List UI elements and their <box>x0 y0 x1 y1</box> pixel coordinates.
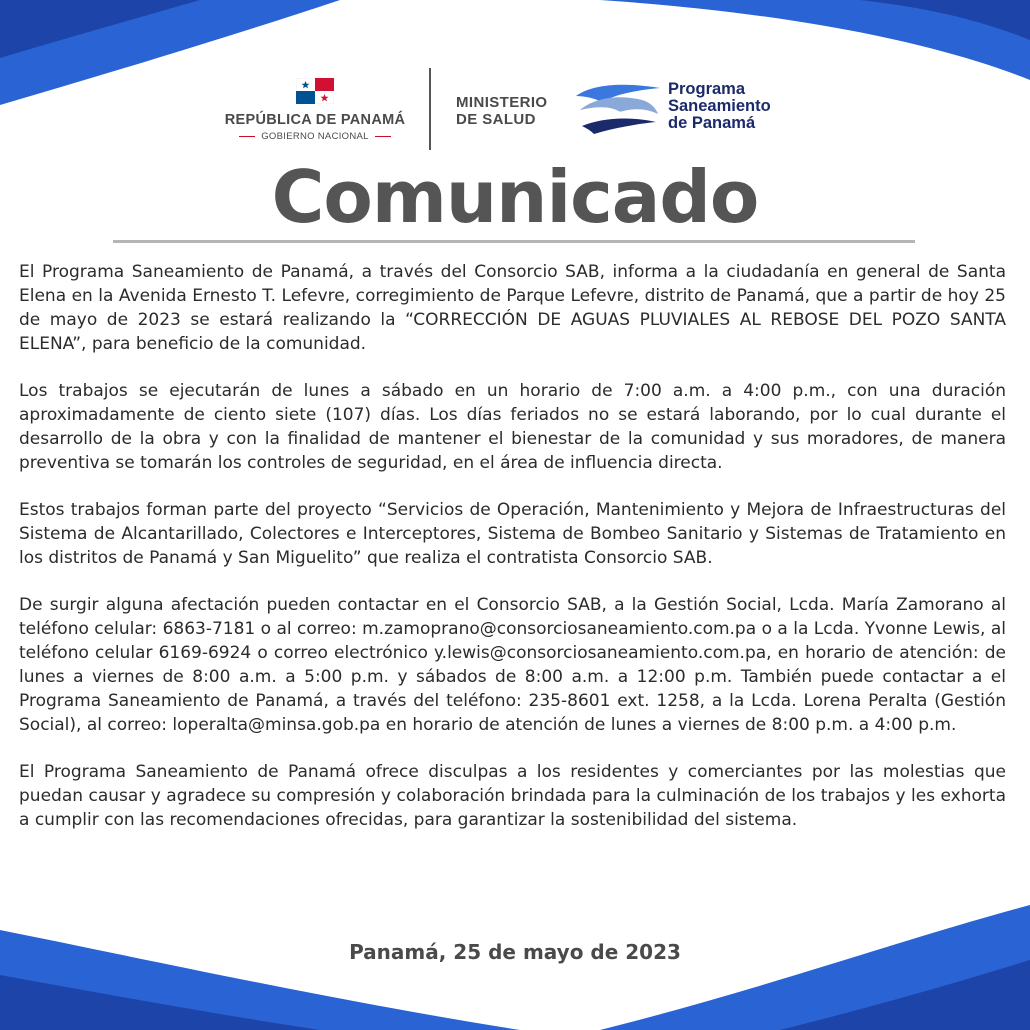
ministry-line-2: DE SALUD <box>456 111 536 128</box>
republic-logo <box>214 78 416 142</box>
program-line-2: Saneamiento <box>668 97 771 115</box>
ministry-logo <box>456 94 548 128</box>
program-dolphin-logo-icon <box>572 80 664 134</box>
paragraph-intro: El Programa Saneamiento de Panamá, a través del Consorcio SAB, informa a la ciudadanía en general de Santa Elena en la Avenida Ernesto T. Lefevre, corregimiento de Parque Lefevre, distrito de Panamá, que a partir de hoy 25 de mayo de 2023 se estará realizando la “CORRECCIÓN DE AGUAS PLUVIALES AL REBOSE DEL POZO SANTA ELENA”, para beneficio de la comunidad. <box>19 262 1006 354</box>
paragraph-contact: De surgir alguna afectación pueden contactar en el Consorcio SAB, a la Gestión Social, Lcda. María Zamorano al teléfono celular: 6863-7181 o al correo: m.zamoprano@consorciosaneamiento.com.pa o a la Lcda. Yvonne Lewis, al teléfono celular 6169-6924 o correo electrónico y.lewis@consorciosaneamiento.com.pa, en horario de atención: de lunes a viernes de 8:00 a.m. a 5:00 p.m. y sábados de 8:00 a.m. a 12:00 p.m. También puede contactar a el Programa Saneamiento de Panamá, a través del teléfono: 235-8601 ext. 1258, a la Lcda. Lorena Peralta (Gestión Social), al correo: loperalta@minsa.gob.pa en horario de atención de lunes a viernes de 8:00 p.m. a 4:00 p.m. <box>19 595 1006 735</box>
government-label: GOBIERNO NACIONAL <box>261 131 369 142</box>
title-underline <box>113 240 915 243</box>
header-logos <box>0 66 1030 156</box>
paragraph-project: Estos trabajos forman parte del proyecto “Servicios de Operación, Mantenimiento y Mejora de Infraestructuras del Sistema de Alcantarillado, Colectores e Interceptores, Sistema de Bombeo Sanitario y Sistemas de Tratamiento en los distritos de Panamá y San Miguelito” que realiza el contratista Consorcio SAB. <box>19 500 1006 568</box>
announcement-body <box>19 260 1006 855</box>
program-line-1: Programa <box>668 80 746 98</box>
republic-subtitle <box>214 131 416 142</box>
paragraph-schedule: Los trabajos se ejecutarán de lunes a sábado en un horario de 7:00 a.m. a 4:00 p.m., con una duración aproximadamente de ciento siete (107) días. Los días feriados no se estará laborando, por lo cual durante el desarrollo de la obra y con la finalidad de mantener el bienestar de la comunidad y sus moradores, de manera preventiva se tomarán los controles de seguridad, en el área de influencia directa. <box>19 381 1006 473</box>
republic-name: REPÚBLICA DE PANAMÁ <box>224 112 406 128</box>
panama-flag-icon <box>296 78 334 104</box>
ministry-line-1: MINISTERIO <box>456 94 548 111</box>
page-title: Comunicado <box>271 155 759 239</box>
date-line: Panamá, 25 de mayo de 2023 <box>349 940 681 964</box>
program-name <box>668 81 771 132</box>
paragraph-apology: El Programa Saneamiento de Panamá ofrece disculpas a los residentes y comerciantes por las molestias que puedan causar y agradece su compresión y colaboración brindada para la culminación de los trabajos y les exhorta a cumplir con las recomendaciones ofrecidas, para garantizar la sostenibilidad del sistema. <box>19 762 1006 830</box>
header-divider <box>429 68 431 150</box>
program-line-3: de Panamá <box>668 114 756 132</box>
